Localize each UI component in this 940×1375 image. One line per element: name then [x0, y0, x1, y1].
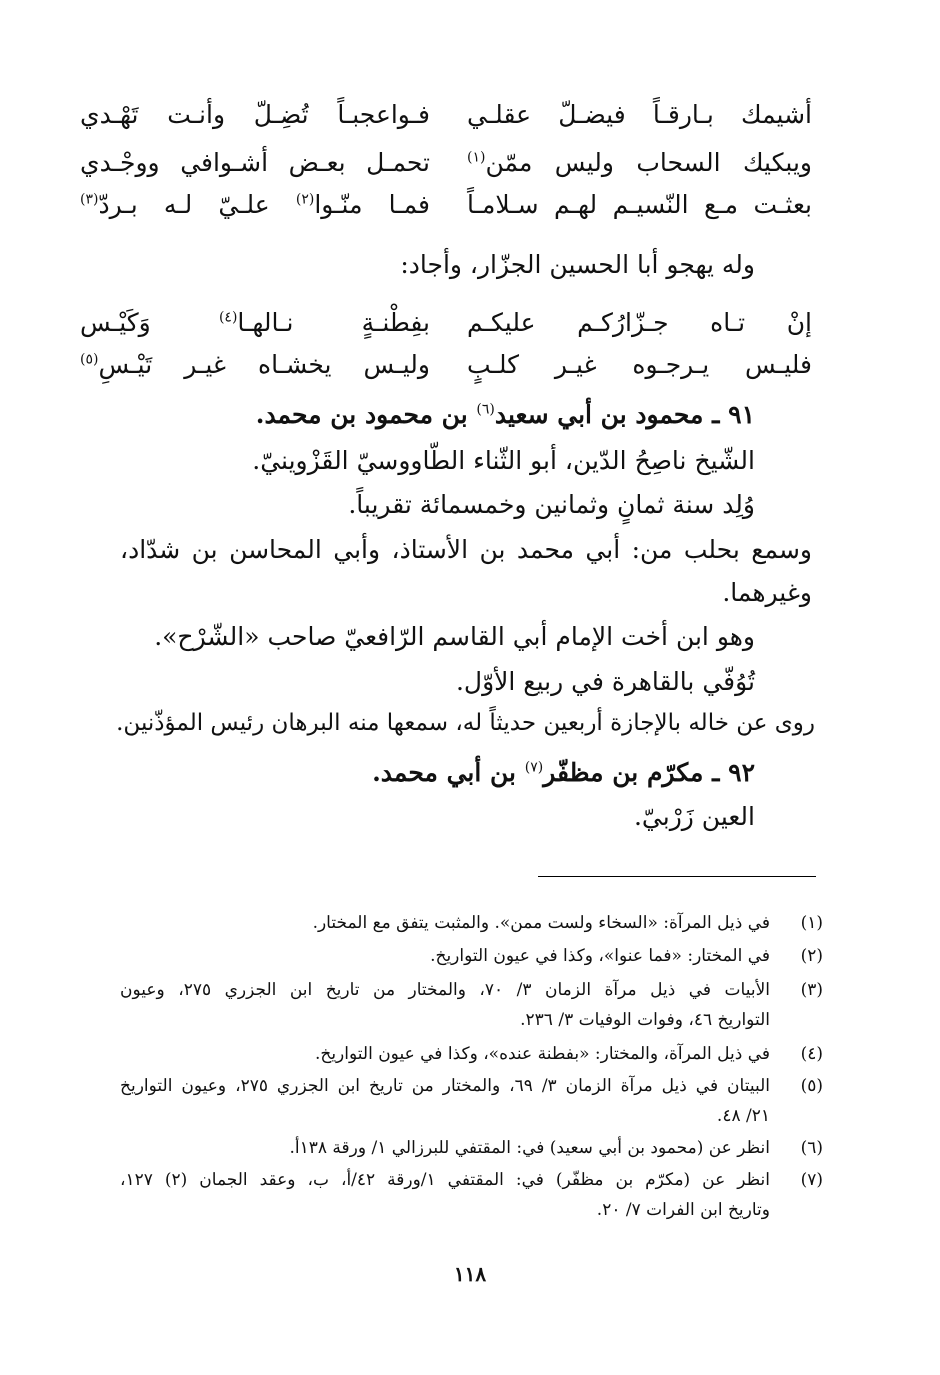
entry-91-narration: روى عن خاله بالإجازة أربعين حديثاً له، سمعها منه البرهان رئيس المؤذّنين.: [116, 710, 815, 736]
footnote-1-text: في ذيل المرآة: «السخاء ولست ممن». والمثبت يتفق مع المختار.: [312, 913, 770, 933]
entry-92-lineage: بن أبي محمد.: [372, 758, 517, 787]
entry-92-origin: العين زَرْبيّ.: [633, 802, 755, 831]
footnote-1-number: (١): [800, 913, 823, 933]
footnote-3-text-line1: الأبيات في ذيل مرآة الزمان ٣/ ٧٠، والمختار من تاريخ ابن الجزري ٢٧٥، وعيون: [120, 980, 770, 1000]
poem1-verse3-left: [80, 190, 430, 219]
poem2-verse1-left: [80, 308, 430, 337]
poem1-verse2-left: تحمـل بعـض أشـوافي ووجْـدي: [80, 148, 430, 177]
entry-91-name: ٩١ ـ محمود بن أبي سعيد: [494, 400, 755, 429]
footnote-ref: (٢): [295, 191, 315, 208]
footnote-3-text-line2: التواريخ ٤٦، وفوات الوفيات ٣/ ٢٣٦.: [520, 1010, 770, 1030]
entry-91-death: تُوُفّي بالقاهرة في ربيع الأوّل.: [455, 667, 755, 696]
verse-text: بفِطْنـةٍ نـالهـا: [237, 308, 431, 337]
verse-text: وَكَيْـس: [80, 308, 151, 337]
footnote-7-text-line1: انظر عن (مكرّم بن مظفّر) في: المقتفي ١/ورقة ٤٢/أ، ب، وعقد الجمان (٢) ١٢٧،: [120, 1170, 771, 1190]
footnote-ref: (١): [467, 149, 486, 166]
poem1-verse2-right: [467, 148, 812, 177]
footnote-ref: (٥): [80, 351, 99, 368]
footnote-7-text-line2: وتاريخ ابن الفرات ٧/ ٢٠.: [596, 1200, 770, 1220]
footnote-2-number: (٢): [800, 946, 823, 966]
verse-text: علـيّ لـه بـردّ: [98, 190, 270, 219]
entry-91-teachers-cont: وغيرهما.: [722, 578, 812, 607]
entry-92-heading: [372, 758, 755, 787]
poem1-verse1-left: فـواعجبـاً تُضِـلّ وأنـت تَهْـدي: [80, 100, 430, 129]
verse-text: وليـس يخشـاه غيـر تَيْـسِ: [98, 350, 430, 379]
entry-91-birth: وُلِد سنة ثمانٍ وثمانين وخمسمائة تقريباً.: [348, 490, 755, 519]
page-number: ١١٨: [453, 1262, 487, 1286]
entry-91-lineage: بن محمود بن محمد.: [255, 400, 468, 429]
footnote-ref: (٣): [80, 191, 99, 208]
footnote-2-text: في المختار: «فما عنوا»، وكذا في عيون التواريخ.: [430, 946, 770, 966]
footnote-5-text-line1: البيتان في ذيل مرآة الزمان ٣/ ٦٩، والمختار من تاريخ ابن الجزري ٢٧٥، وعيون التواريخ: [120, 1076, 770, 1096]
footnote-5-number: (٥): [800, 1076, 823, 1096]
footnote-ref: (٦): [476, 401, 495, 418]
footnote-7-number: (٧): [800, 1170, 823, 1190]
entry-91-teachers: وسمع بحلب من: أبي محمد بن الأستاذ، وأبي المحاسن بن شدّاد،: [120, 535, 812, 564]
footnote-4-number: (٤): [800, 1044, 823, 1064]
footnote-4-text: في ذيل المرآة، والمختار: «بفطنة عنده»، وكذا في عيون التواريخ.: [314, 1044, 770, 1064]
verse-text: ويبكيك السحاب وليس ممّن: [485, 148, 812, 177]
poem1-verse3-right: بعثـت مـع النّسيـم لهـم سـلامـاً: [467, 190, 812, 219]
footnote-3-number: (٣): [800, 980, 823, 1000]
entry-91-title: الشّيخ ناصِحُ الدّين، أبو الثّناء الطّاووسيّ القَزْوينيّ.: [252, 446, 755, 475]
poem1-verse1-right: أشيمك بـارقـاً فيضـلّ عقلـي: [467, 100, 812, 129]
footnote-6-text: انظر عن (محمود بن أبي سعيد) في: المقتفي للبرزالي ١/ ورقة ١٣٨أ.: [289, 1138, 770, 1158]
footnote-ref: (٤): [218, 309, 238, 326]
footnote-separator: [538, 876, 816, 877]
footnote-6-number: (٦): [800, 1138, 823, 1158]
entry-91-relation: وهو ابن أخت الإمام أبي القاسم الرّافعيّ صاحب «الشّرْح».: [154, 622, 755, 651]
entry-92-name: ٩٢ ـ مكرّم بن مظفّر: [543, 758, 755, 787]
poem2-verse2-left: [80, 350, 430, 379]
entry-91-heading: [256, 400, 755, 429]
poem2-verse2-right: فليـس يـرجـوه غيـر كلـبٍ: [467, 350, 812, 379]
footnote-ref: (٧): [524, 759, 544, 776]
footnote-5-text-line2: ٢١/ ٤٨.: [716, 1106, 770, 1126]
poem2-intro: وله يهجو أبا الحسين الجزّار، وأجاد:: [400, 250, 755, 279]
poem2-verse1-right: إنْ تـاه جـزّارُكـم عليكـم: [467, 308, 812, 337]
verse-text: فمـا منّـوا: [314, 190, 430, 219]
